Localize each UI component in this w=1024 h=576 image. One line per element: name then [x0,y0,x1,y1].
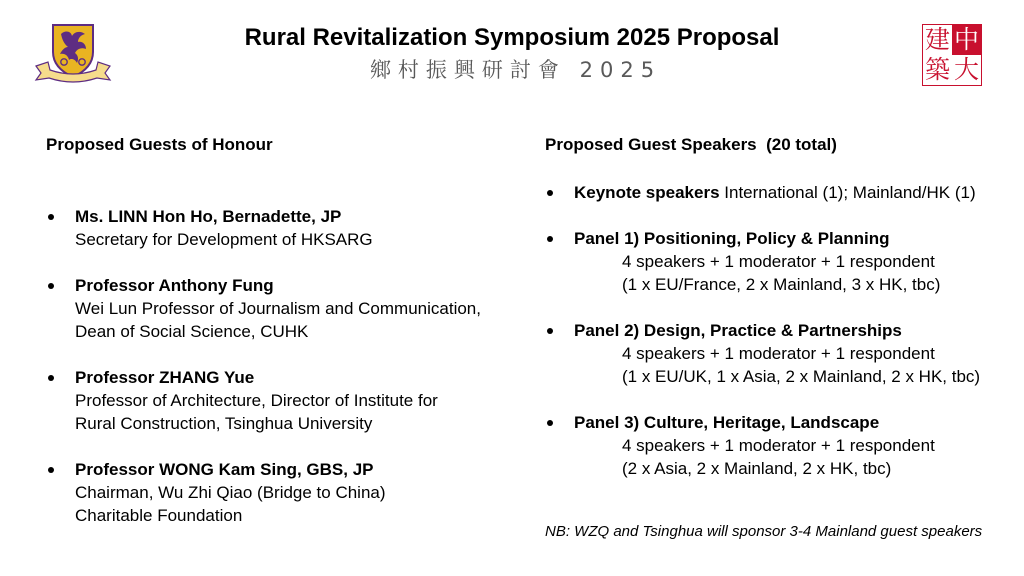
bullet-icon [547,236,553,242]
list-item [545,319,1015,388]
keynote-line [574,181,1015,204]
logo-char: 大 [953,55,979,84]
panel-title: Panel 1) Positioning, Policy & Planning [574,229,890,248]
panel-composition: 4 speakers + 1 moderator + 1 respondent [622,252,935,271]
guest-name: Professor ZHANG Yue [75,368,255,387]
guests-of-honour-list [46,205,516,550]
guests-of-honour-heading: Proposed Guests of Honour [46,135,273,154]
guest-name: Professor WONG Kam Sing, GBS, JP [75,460,374,479]
panel-origins: (1 x EU/UK, 1 x Asia, 2 x Mainland, 2 x HK, tbc) [622,367,981,386]
bullet-icon [547,420,553,426]
guest-title: Secretary for Development of HKSARG [75,230,373,249]
guest-title: Rural Construction, Tsinghua University [75,414,373,433]
page-title: Rural Revitalization Symposium 2025 Proposal [244,24,780,51]
guest-title: Professor of Architecture, Director of Institute for [75,391,438,410]
logo-char: 建 [924,25,950,54]
panel-composition: 4 speakers + 1 moderator + 1 respondent [622,436,935,455]
list-item [545,411,1015,480]
logo-char: 築 [924,55,950,84]
guest-title: Chairman, Wu Zhi Qiao (Bridge to China) [75,483,386,502]
keynote-label: Keynote speakers [574,183,720,202]
page-subtitle-chinese: 鄉村振興研討會 2025 [369,58,662,82]
list-item [46,205,516,251]
panel-title: Panel 2) Design, Practice & Partnerships [574,321,902,340]
sponsor-note: NB: WZQ and Tsinghua will sponsor 3-4 Mainland guest speakers [545,523,983,540]
panel-title: Panel 3) Culture, Heritage, Landscape [574,413,880,432]
list-item [46,366,516,435]
keynote-detail: International (1); Mainland/HK (1) [724,183,976,202]
panel-composition: 4 speakers + 1 moderator + 1 respondent [622,344,935,363]
cuhk-architecture-logo [922,24,982,86]
guest-name: Ms. LINN Hon Ho, Bernadette, JP [75,207,342,226]
logo-char: 中 [953,25,979,54]
bullet-icon [547,190,553,196]
list-item [46,274,516,343]
bullet-icon [48,375,54,381]
bullet-icon [48,467,54,473]
panel-origins: (1 x EU/France, 2 x Mainland, 3 x HK, tbc) [622,275,941,294]
guest-speakers-heading: Proposed Guest Speakers (20 total) [545,135,837,154]
list-item [545,181,1015,204]
guest-title: Charitable Foundation [75,506,243,525]
bullet-icon [48,283,54,289]
bullet-icon [547,328,553,334]
bullet-icon [48,214,54,220]
guest-title: Dean of Social Science, CUHK [75,322,309,341]
guest-name: Professor Anthony Fung [75,276,274,295]
panel-origins: (2 x Asia, 2 x Mainland, 2 x HK, tbc) [622,459,892,478]
list-item [46,458,516,527]
list-item [545,227,1015,296]
guest-title: Wei Lun Professor of Journalism and Communication, [75,299,481,318]
guest-speakers-list [545,181,1015,503]
